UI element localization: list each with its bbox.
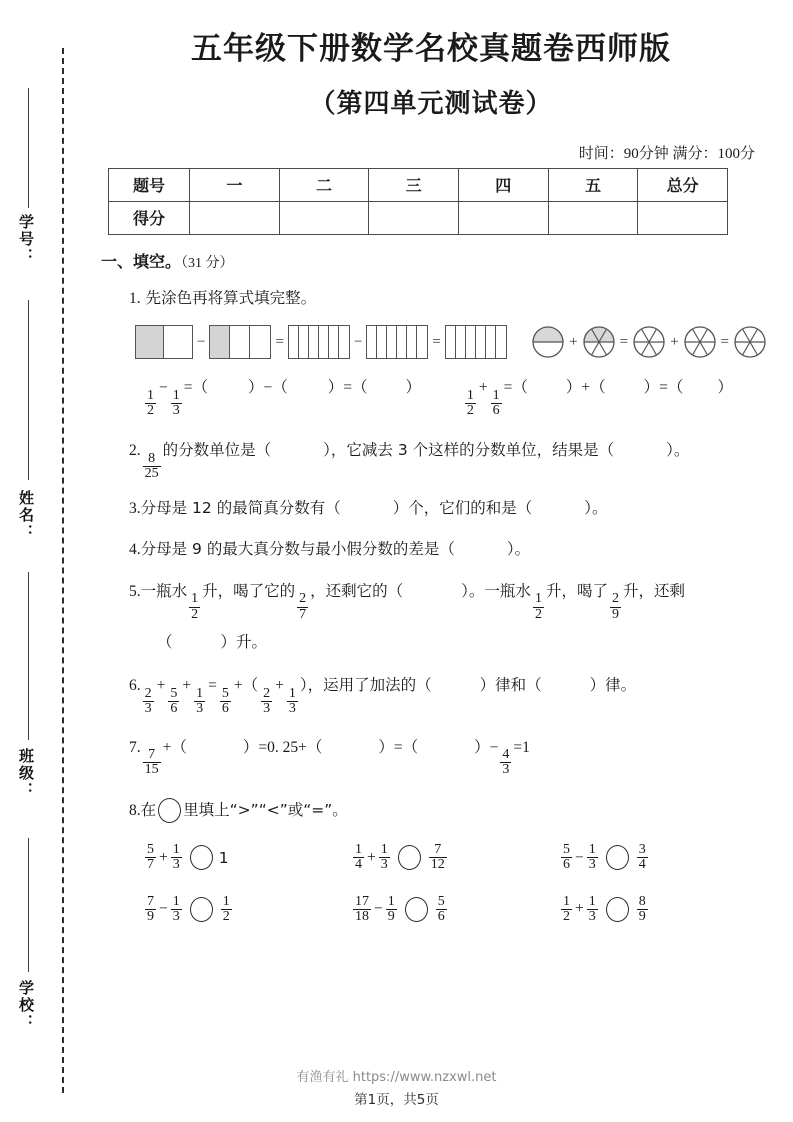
- score-table-cell: 五: [548, 168, 638, 201]
- answer-blank-open[interactable]: （: [157, 632, 173, 651]
- answer-blank[interactable]: ）=0. 25+（: [242, 738, 323, 756]
- question-5-continued: [157, 628, 767, 657]
- fraction-denominator: 2: [563, 908, 570, 924]
- table-row: [109, 201, 728, 234]
- comparison-row-1: [143, 843, 767, 873]
- fraction-numerator: 3: [638, 842, 646, 858]
- fraction-numerator: 1: [147, 387, 154, 403]
- question-1-diagram: [95, 325, 767, 359]
- operator: +: [156, 677, 166, 695]
- score-table-cell: 三: [369, 168, 459, 201]
- question-6: [129, 671, 767, 716]
- fraction-denominator: 3: [263, 701, 271, 717]
- section-points: （31 分）: [181, 255, 234, 271]
- rect-cell[interactable]: [164, 326, 192, 358]
- rect-cell[interactable]: [456, 326, 466, 358]
- question-3: [129, 494, 767, 523]
- fraction: [189, 592, 200, 622]
- fraction-denominator: 3: [588, 908, 596, 924]
- fraction-numerator: 1: [492, 387, 500, 403]
- circle-blank-icon[interactable]: [398, 845, 421, 870]
- circle-figure-4[interactable]: [683, 325, 717, 359]
- question-8-number: 8.: [129, 801, 141, 819]
- rect-cell[interactable]: [476, 326, 486, 358]
- fraction-denominator: 7: [147, 857, 154, 873]
- question-5-text-5: 升，喝了: [545, 581, 608, 600]
- question-5: [129, 577, 767, 622]
- operator: +: [182, 677, 192, 695]
- operator-equals: =: [208, 677, 217, 695]
- fraction: [587, 895, 598, 925]
- rect-cell[interactable]: [136, 326, 164, 358]
- answer-blank[interactable]: =（: [183, 379, 208, 397]
- fraction-numerator: 1: [172, 842, 180, 858]
- diagram-operator-plus: +: [569, 333, 578, 350]
- rect-cell[interactable]: [387, 326, 397, 358]
- page-footer: [0, 1066, 793, 1108]
- rail-rule-4: [28, 838, 29, 972]
- fraction: [168, 687, 179, 717]
- question-7-number: 7.: [129, 738, 141, 756]
- fraction-numerator: 1: [172, 387, 180, 403]
- rect-cell[interactable]: [417, 326, 427, 358]
- question-2-number: 2.: [129, 442, 141, 460]
- circle-figure-3[interactable]: [632, 325, 666, 359]
- fraction-denominator: 4: [638, 857, 646, 873]
- diagram-operator-equals: =: [432, 333, 441, 350]
- rect-cell[interactable]: [377, 326, 387, 358]
- diagram-operator-minus: −: [353, 333, 363, 350]
- fraction-numerator: 1: [380, 842, 388, 858]
- rect-cell[interactable]: [446, 326, 456, 358]
- table-row: [109, 168, 728, 201]
- rect-figure-3[interactable]: [288, 325, 350, 359]
- operator: +: [367, 848, 376, 866]
- watermark-text: 有渔有礼 https://www.nzxwl.net: [296, 1070, 497, 1085]
- fraction-denominator: 2: [534, 606, 542, 622]
- fraction-numerator: 1: [588, 893, 596, 909]
- fraction: [171, 389, 182, 419]
- section-heading: [101, 249, 767, 272]
- fraction: [500, 748, 511, 778]
- fold-dashed-line: [62, 48, 64, 1093]
- comparison-item: [351, 843, 559, 873]
- fraction: [143, 748, 161, 778]
- fraction-numerator: 1: [196, 685, 204, 701]
- fraction-denominator: 6: [170, 701, 178, 717]
- rail-rule-2: [28, 300, 29, 480]
- question-2: [129, 436, 767, 481]
- fraction-denominator: 6: [437, 908, 445, 924]
- rail-label-student-id: 学号：: [17, 214, 35, 265]
- fraction-denominator: 3: [172, 908, 180, 924]
- circle-figure-2[interactable]: [582, 325, 616, 359]
- answer-blank[interactable]: ）。: [506, 540, 531, 559]
- page-title: 五年级下册数学名校真题卷西师版: [191, 31, 671, 67]
- rail-rule-3: [28, 572, 29, 740]
- fraction-denominator: 4: [355, 857, 362, 873]
- circle-blank-icon[interactable]: [405, 897, 428, 922]
- diagram-operator-minus: −: [197, 333, 206, 350]
- score-input-cell[interactable]: [548, 201, 638, 234]
- fraction: [353, 843, 364, 873]
- comparison-item: [351, 895, 559, 925]
- question-2-text-a: 的分数单位是（: [162, 441, 272, 460]
- operator: −: [374, 900, 383, 918]
- section-label: 一、填空。: [101, 251, 182, 271]
- question-1-text: 先涂色再将算式填完整。: [145, 288, 317, 307]
- fraction-denominator: 2: [191, 606, 199, 622]
- fraction: [533, 592, 544, 622]
- fraction-numerator: 1: [588, 842, 596, 858]
- circle-blank-icon[interactable]: [606, 897, 629, 922]
- score-table-cell: 总分: [638, 168, 728, 201]
- fraction-numerator: 1: [222, 893, 230, 909]
- score-input-cell[interactable]: [190, 201, 280, 234]
- fraction-denominator: 3: [196, 701, 204, 717]
- fraction-denominator: 2: [147, 403, 154, 419]
- fraction-denominator: 3: [380, 857, 388, 873]
- question-5-text-3: ，还剩它的（: [310, 581, 404, 600]
- rect-cell[interactable]: [397, 326, 407, 358]
- rect-cell[interactable]: [329, 326, 339, 358]
- fraction-denominator: 25: [144, 466, 159, 482]
- fraction-numerator: 2: [144, 685, 152, 701]
- question-5-text-2: 升，喝了它的: [202, 581, 296, 600]
- fraction: [287, 687, 298, 717]
- answer-blank[interactable]: ）+（: [565, 379, 606, 397]
- rail-rule-1: [28, 88, 29, 208]
- fraction: [171, 843, 182, 873]
- fraction-numerator: 2: [299, 591, 307, 607]
- rect-cell[interactable]: [496, 326, 506, 358]
- question-3-number: 3.: [129, 499, 141, 517]
- operator: −: [159, 379, 168, 397]
- score-table-row-label: 得分: [109, 201, 190, 234]
- fraction-numerator: 1: [355, 842, 362, 858]
- question-8: [129, 796, 767, 825]
- answer-blank[interactable]: ）=（: [643, 379, 684, 397]
- question-5-text-6: 升，还剩: [622, 581, 685, 600]
- fraction-numerator: 7: [434, 842, 442, 858]
- fraction: [386, 895, 397, 925]
- rect-figure-5[interactable]: [445, 325, 507, 359]
- fraction-numerator: 2: [611, 591, 619, 607]
- answer-blank[interactable]: ）=（: [327, 379, 368, 397]
- fraction-numerator: 17: [355, 893, 369, 909]
- operator: +（: [233, 677, 259, 695]
- fraction-denominator: 3: [588, 857, 596, 873]
- answer-blank-open[interactable]: +（: [162, 738, 187, 756]
- score-table-cell: 二: [279, 168, 369, 201]
- rect-cell[interactable]: [309, 326, 319, 358]
- operator: +: [575, 900, 584, 918]
- question-1-equations: [143, 373, 767, 418]
- question-4-number: 4.: [129, 541, 141, 559]
- rect-cell[interactable]: [319, 326, 329, 358]
- fraction-numerator: 1: [466, 387, 474, 403]
- fraction-numerator: 7: [148, 747, 156, 763]
- fraction: [561, 843, 572, 873]
- answer-blank[interactable]: ）−（: [248, 379, 288, 397]
- question-4: [129, 535, 767, 564]
- fraction: [194, 687, 205, 717]
- fraction: [171, 895, 182, 925]
- circle-blank-icon[interactable]: [190, 845, 213, 870]
- fraction-numerator: 5: [563, 842, 570, 858]
- fraction: [143, 687, 154, 717]
- question-1-number: 1.: [129, 289, 141, 307]
- question-2-text-c: ）。: [666, 441, 690, 460]
- question-8-text-a: 在: [140, 800, 157, 819]
- circle-figure-1[interactable]: [531, 325, 565, 359]
- fraction: [637, 895, 648, 925]
- fraction: [143, 452, 161, 482]
- fraction-numerator: 1: [191, 591, 199, 607]
- fraction-denominator: 9: [147, 908, 154, 924]
- operator: +: [159, 848, 168, 866]
- fraction-numerator: 7: [147, 893, 154, 909]
- page-subtitle: （第四单元测试卷）: [309, 88, 553, 119]
- answer-blank[interactable]: ）。一瓶水: [461, 581, 531, 600]
- fraction-denominator: 3: [144, 701, 152, 717]
- answer-blank[interactable]: ）律和（: [479, 676, 542, 695]
- fraction-numerator: 5: [147, 842, 154, 858]
- question-1: [129, 284, 767, 313]
- diagram-operator-equals: =: [619, 333, 629, 350]
- rail-label-class: 班级：: [17, 748, 35, 799]
- score-table-row-label: 题号: [109, 168, 190, 201]
- fraction: [610, 592, 621, 622]
- exam-info: 时间：90分钟 满分：100分: [578, 145, 755, 162]
- fraction: [145, 389, 156, 419]
- question-6-text-a: ），运用了加法的（: [299, 676, 432, 695]
- fraction-numerator: 5: [170, 685, 178, 701]
- fraction-denominator: 9: [387, 908, 395, 924]
- rect-cell[interactable]: [250, 326, 270, 358]
- fraction: [379, 843, 390, 873]
- fraction-denominator: 7: [299, 606, 307, 622]
- fraction-denominator: 2: [466, 403, 474, 419]
- answer-blank[interactable]: ），它减去 3 个这样的分数单位，结果是（: [323, 441, 615, 460]
- score-table-cell: 一: [190, 168, 280, 201]
- rail-label-name: 姓名：: [17, 490, 35, 541]
- fraction-denominator: 18: [355, 908, 369, 924]
- fraction-numerator: 1: [534, 591, 542, 607]
- fraction-denominator: 9: [611, 606, 619, 622]
- fraction-denominator: 15: [144, 762, 159, 778]
- fraction-numerator: 8: [638, 893, 646, 909]
- fraction: [353, 895, 371, 925]
- rect-figure-4[interactable]: [366, 325, 428, 359]
- fraction: [561, 895, 572, 925]
- question-6-text-c: ）律。: [589, 676, 637, 695]
- fraction: [587, 843, 598, 873]
- score-table: [108, 168, 728, 235]
- comparison-item: [143, 895, 351, 925]
- rect-cell[interactable]: [486, 326, 496, 358]
- question-7: [129, 733, 767, 778]
- fraction-numerator: 5: [437, 893, 445, 909]
- question-3-text-a: 分母是 12 的最简真分数有（: [140, 498, 341, 517]
- comparison-item: [559, 843, 767, 873]
- circle-blank-icon[interactable]: [606, 845, 629, 870]
- operator: +: [275, 677, 284, 695]
- fraction: [220, 687, 231, 717]
- fraction-denominator: 9: [638, 908, 646, 924]
- rect-cell[interactable]: [289, 326, 299, 358]
- rect-cell[interactable]: [339, 326, 349, 358]
- fraction-denominator: 12: [430, 857, 445, 873]
- comparison-item: [143, 843, 351, 873]
- operator: −: [159, 900, 168, 918]
- rect-figure-1[interactable]: [135, 325, 193, 359]
- circle-blank-icon[interactable]: [190, 897, 213, 922]
- answer-blank-close[interactable]: ）: [717, 379, 733, 397]
- operator: +: [478, 379, 488, 397]
- rect-cell[interactable]: [407, 326, 417, 358]
- answer-blank-close[interactable]: ）升。: [220, 632, 268, 651]
- fraction-denominator: 3: [172, 857, 180, 873]
- rect-cell[interactable]: [210, 326, 230, 358]
- question-3-text-c: ）。: [584, 498, 608, 517]
- fraction-numerator: 2: [263, 685, 271, 701]
- question-4-text-a: 分母是 9 的最大真分数与最小假分数的差是（: [140, 540, 455, 559]
- fraction-numerator: 1: [172, 893, 180, 909]
- answer-blank-close[interactable]: ）: [405, 379, 422, 397]
- operator: −: [575, 848, 584, 866]
- fraction: [491, 389, 502, 419]
- comparison-right-value: 1: [218, 848, 229, 867]
- fraction-denominator: 3: [502, 762, 510, 778]
- score-input-cell[interactable]: [638, 201, 728, 234]
- fraction-numerator: 5: [221, 685, 229, 701]
- circle-figure-5[interactable]: [733, 325, 767, 359]
- fraction-denominator: 6: [492, 403, 500, 419]
- rail-label-school: 学校：: [17, 980, 35, 1031]
- comparison-item: [559, 895, 767, 925]
- score-input-cell[interactable]: [458, 201, 548, 234]
- fraction-numerator: 1: [387, 893, 395, 909]
- fraction: [465, 389, 476, 419]
- question-8-text-b: 里填上“>”“<”或“=”。: [183, 800, 348, 819]
- fraction: [261, 687, 272, 717]
- answer-blank[interactable]: ）个，它们的和是（: [392, 498, 533, 517]
- score-input-cell[interactable]: [369, 201, 459, 234]
- question-5-text-1: 一瓶水: [140, 581, 188, 600]
- fraction: [145, 895, 156, 925]
- fraction: [637, 843, 648, 873]
- answer-blank[interactable]: =（: [503, 379, 528, 397]
- exam-sheet: [95, 0, 767, 1122]
- diagram-operator-equals: =: [275, 333, 284, 350]
- fraction: [145, 843, 156, 873]
- fraction-denominator: 6: [221, 701, 229, 717]
- diagram-operator-equals: =: [720, 333, 729, 350]
- answer-blank-close[interactable]: ）−: [474, 738, 499, 756]
- fraction-denominator: 6: [563, 857, 570, 873]
- fraction-denominator: 2: [222, 908, 230, 924]
- fraction: [221, 895, 232, 925]
- diagram-operator-plus: +: [670, 333, 679, 350]
- fraction: [436, 895, 447, 925]
- question-6-number: 6.: [129, 677, 141, 695]
- answer-blank[interactable]: ）=（: [378, 738, 419, 756]
- rect-figure-2[interactable]: [209, 325, 271, 359]
- fraction-numerator: 1: [288, 685, 296, 701]
- comparison-row-2: [143, 895, 767, 925]
- fraction-numerator: 1: [563, 893, 570, 909]
- binding-side-rail: [0, 0, 95, 1122]
- page-number: 第1页，共5页: [354, 1092, 439, 1108]
- rect-cell[interactable]: [230, 326, 250, 358]
- fraction: [429, 843, 447, 873]
- fraction-numerator: 8: [148, 451, 156, 467]
- fraction: [297, 592, 308, 622]
- score-input-cell[interactable]: [279, 201, 369, 234]
- rect-cell[interactable]: [466, 326, 476, 358]
- fraction-denominator: 3: [288, 701, 296, 717]
- rect-cell[interactable]: [299, 326, 309, 358]
- fraction-numerator: 4: [502, 747, 510, 763]
- rect-cell[interactable]: [367, 326, 377, 358]
- question-7-result: =1: [513, 738, 530, 756]
- score-table-cell: 四: [458, 168, 548, 201]
- circle-blank-icon[interactable]: [158, 798, 181, 823]
- fraction-denominator: 3: [172, 403, 180, 419]
- question-5-number: 5.: [129, 582, 141, 600]
